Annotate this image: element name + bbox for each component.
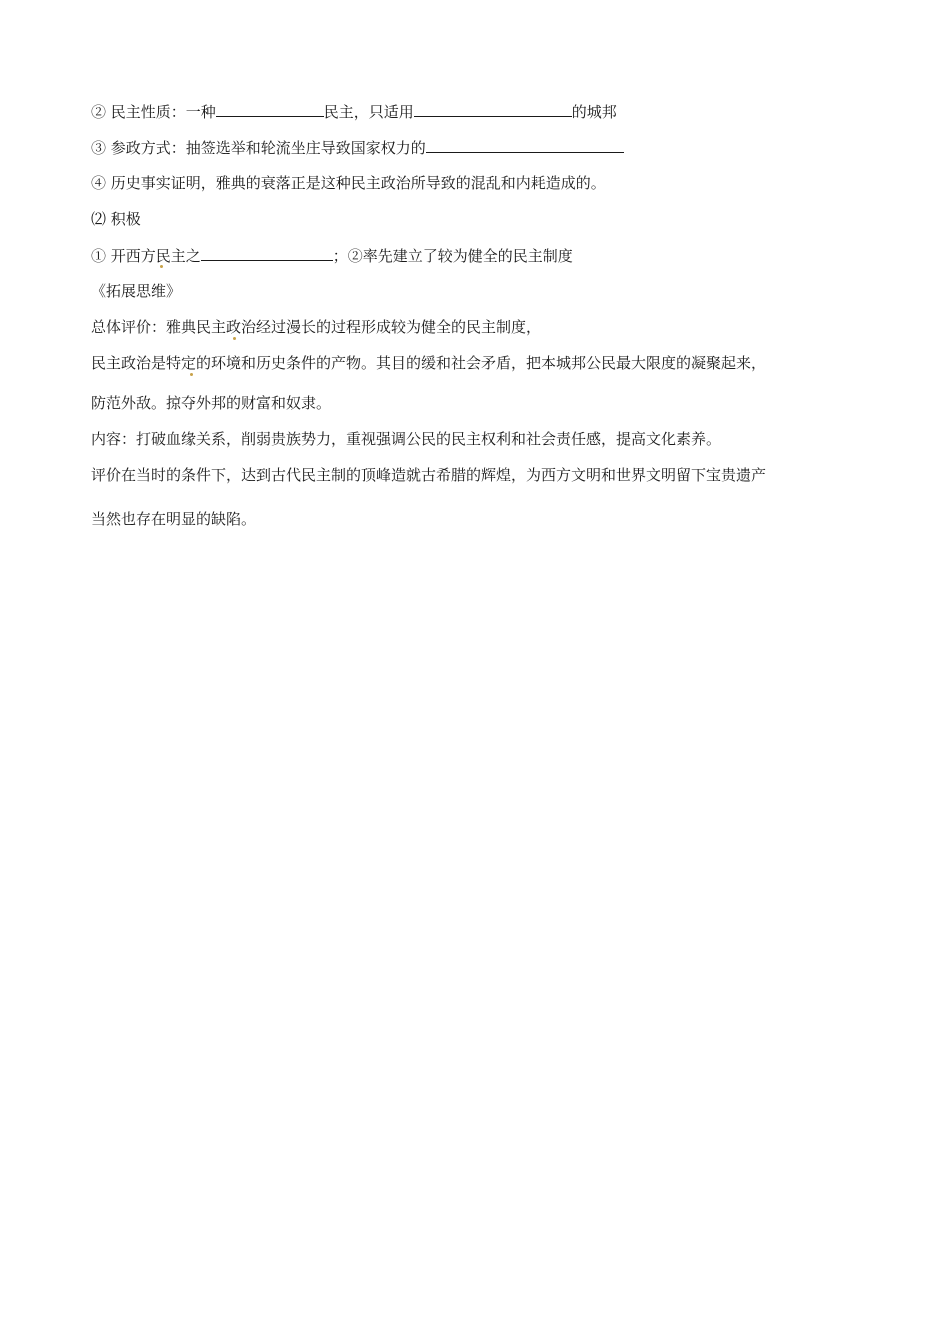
democracy-scope-label: 民主，只适用 — [323, 103, 414, 121]
fill-blank-power-result[interactable] — [426, 137, 624, 153]
democracy-origin-line: 民主政治是特定的环境和历史条件的产物。其目的缓和社会矛盾，把本城邦公民最大限度的凝聚起来， — [91, 354, 767, 372]
ink-mark — [190, 373, 193, 376]
democracy-nature-label: ② 民主性质：一种 — [91, 103, 216, 121]
participation-method-line — [91, 137, 624, 158]
fill-blank-city-state-type[interactable] — [414, 101, 572, 117]
democracy-nature-line — [91, 101, 617, 122]
evaluation-line: 评价在当时的条件下，达到古代民主制的顶峰造就古希腊的辉煌，为西方文明和世界文明留下宝贵遗产 — [91, 466, 767, 484]
content-line: 内容：打破血缘关系，削弱贵族势力，重视强调公民的民主权利和社会责任感，提高文化素养。 — [91, 430, 722, 448]
positive-point-two: ；②率先建立了较为健全的民主制度 — [332, 247, 573, 265]
defense-purpose-line: 防范外敌。掠夺外邦的财富和奴隶。 — [91, 394, 332, 412]
defect-line: 当然也存在明显的缺陷。 — [91, 510, 257, 528]
ink-mark — [233, 337, 236, 340]
historical-fact-line: ④ 历史事实证明，雅典的衰落正是这种民主政治所导致的混乱和内耗造成的。 — [91, 174, 606, 192]
fill-blank-democracy-type[interactable] — [216, 101, 324, 117]
participation-method-label: ③ 参政方式：抽签选举和轮流坐庄导致国家权力的 — [91, 139, 426, 157]
ink-mark — [160, 265, 163, 268]
extended-thinking-heading: 《拓展思维》 — [91, 282, 182, 300]
positive-point-one-label: ① 开西方民主之 — [91, 247, 201, 265]
positive-heading: ⑵ 积极 — [91, 210, 141, 228]
city-state-suffix: 的城邦 — [571, 103, 617, 121]
overall-evaluation-line: 总体评价：雅典民主政治经过漫长的过程形成较为健全的民主制度， — [91, 318, 542, 336]
fill-blank-western-democracy[interactable] — [201, 245, 333, 261]
positive-points-line — [91, 245, 573, 266]
